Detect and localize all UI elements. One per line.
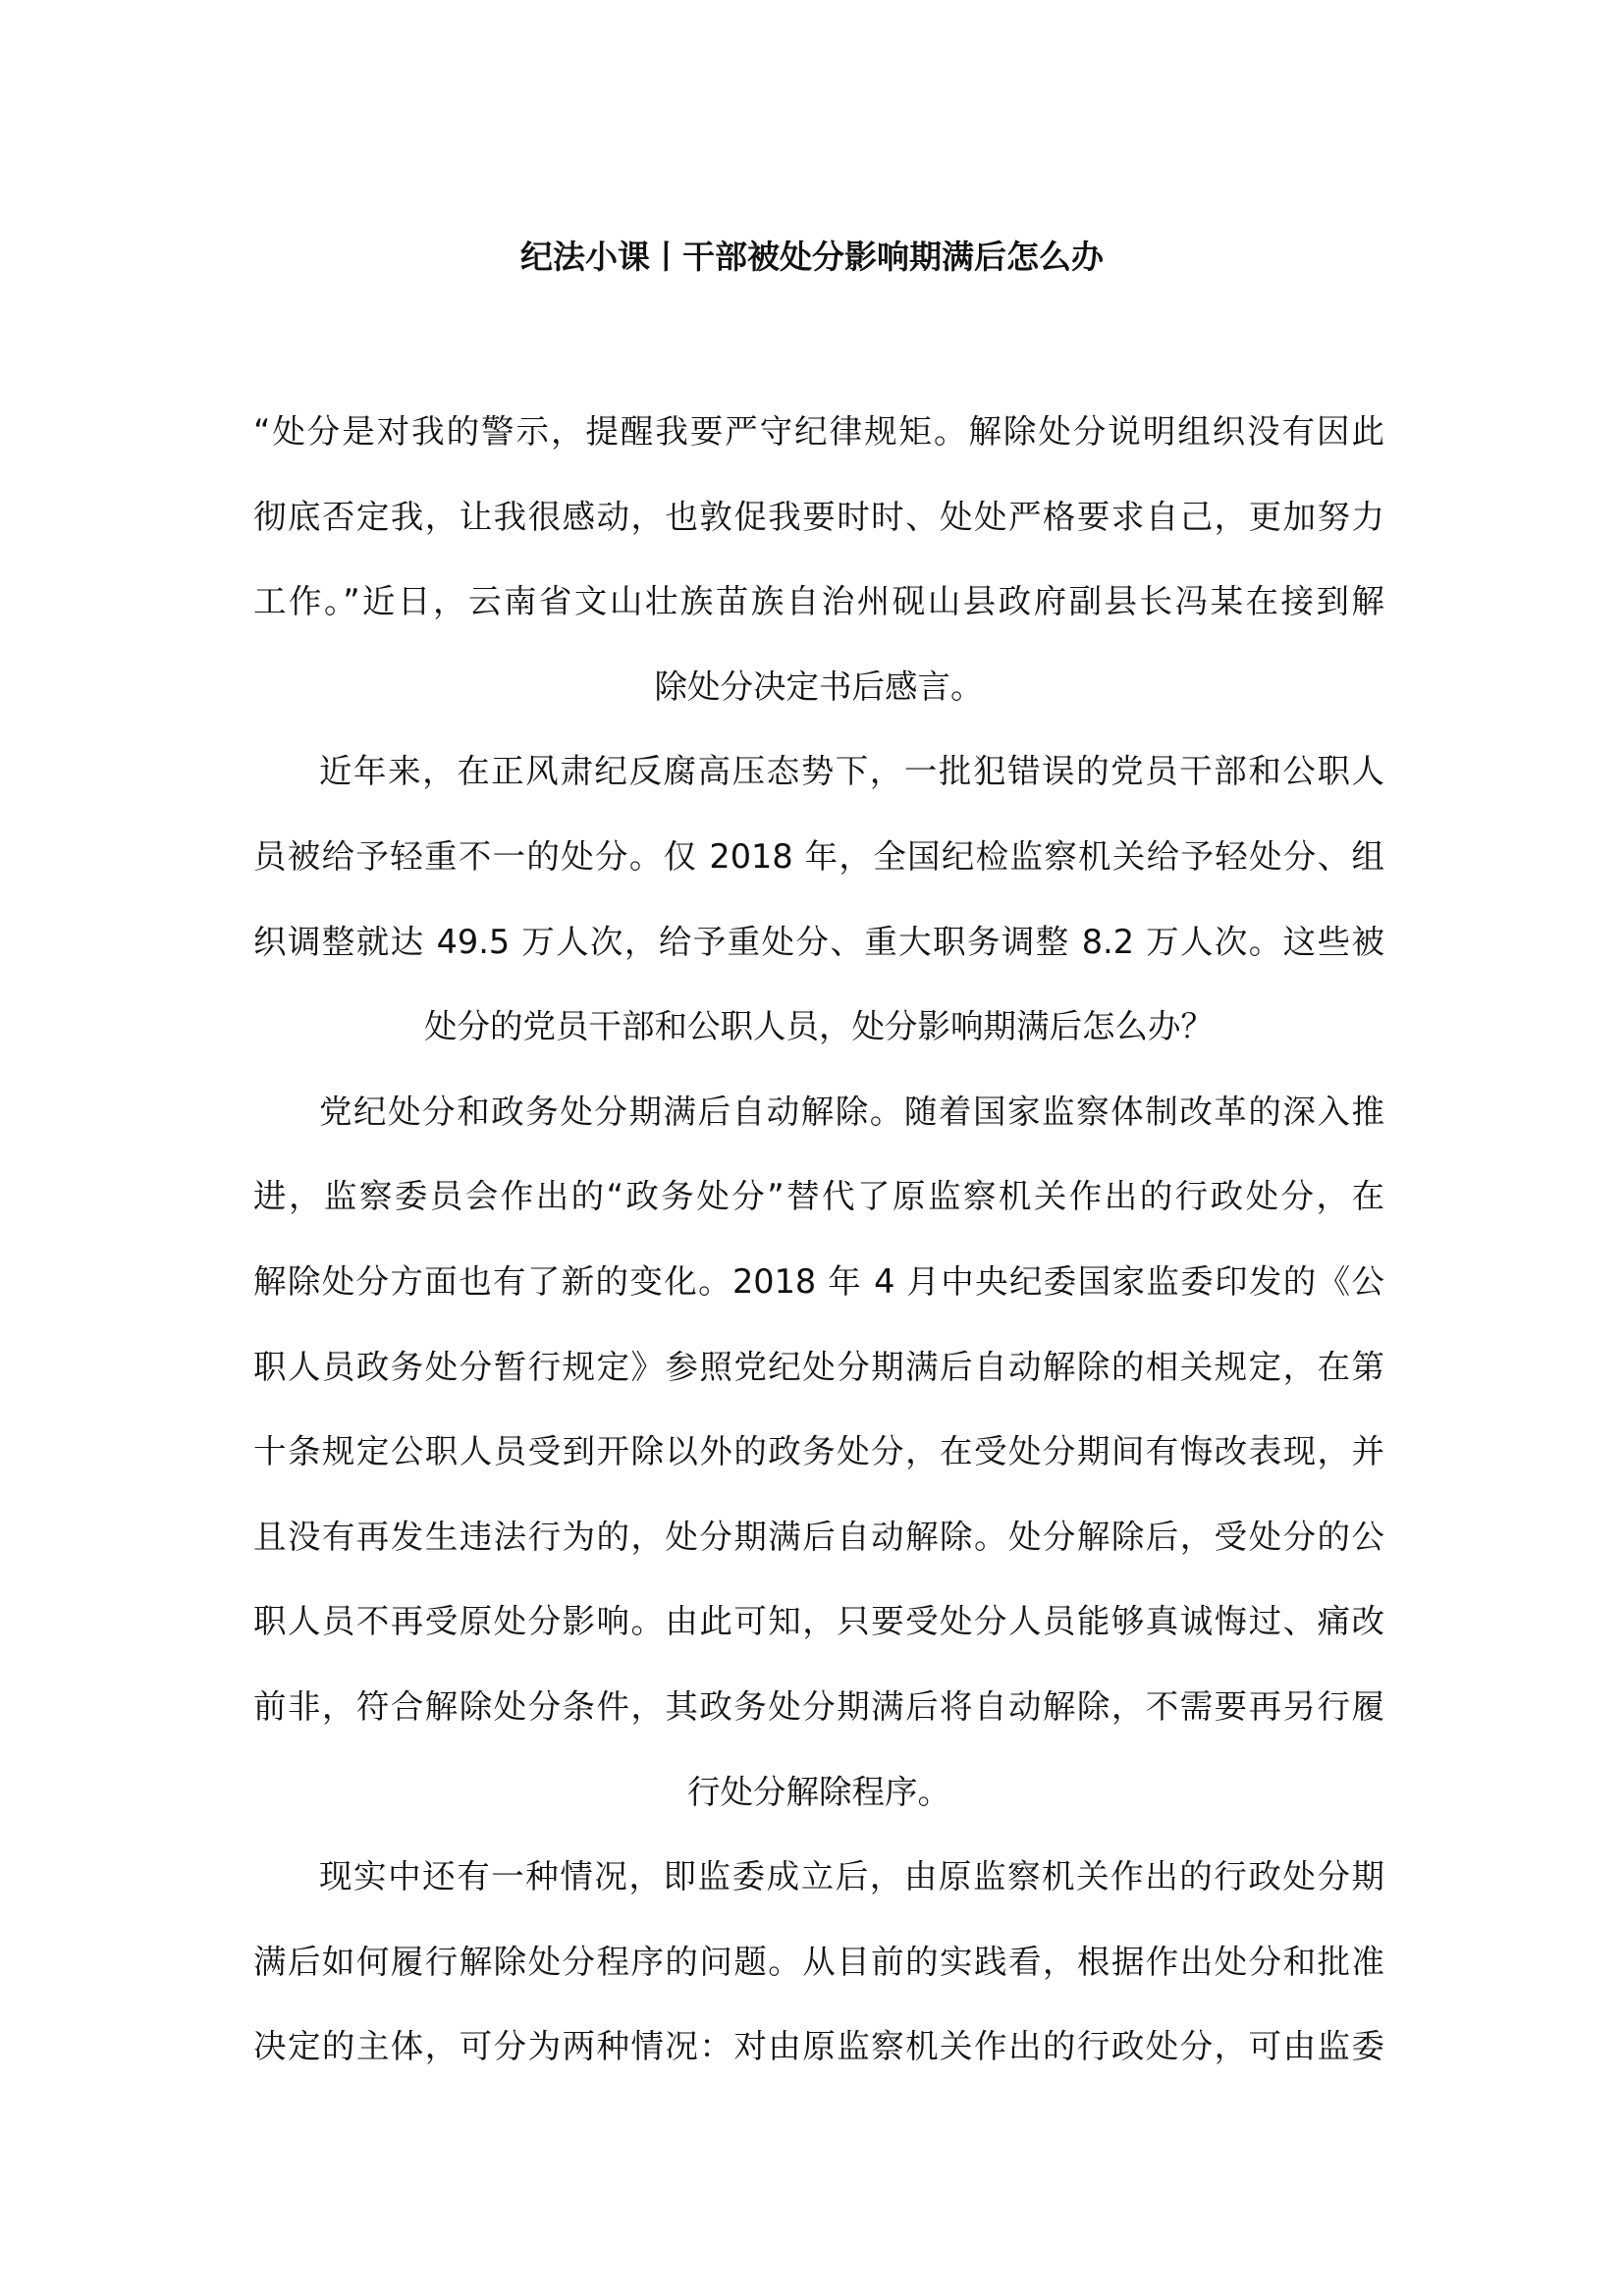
- paragraph-3-line: 进，监察委员会作出的“政务处分”替代了原监察机关作出的行政处分，在: [253, 1177, 1384, 1216]
- paragraph-2-line: 处分的党员干部和公职人员，处分影响期满后怎么办？: [424, 1007, 1214, 1046]
- paragraph-2-line: 近年来，在正风肃纪反腐高压态势下，一批犯错误的党员干部和公职人: [319, 752, 1384, 791]
- paragraph-4-line: 现实中还有一种情况，即监委成立后，由原监察机关作出的行政处分期: [319, 1857, 1384, 1896]
- paragraph-4-line: 满后如何履行解除处分程序的问题。从目前的实践看，根据作出处分和批准: [253, 1942, 1384, 1981]
- paragraph-3-line: 职人员政务处分暂行规定》参照党纪处分期满后自动解除的相关规定，在第: [253, 1347, 1384, 1386]
- paragraph-1-line: 除处分决定书后感言。: [654, 667, 984, 706]
- paragraph-3-line: 行处分解除程序。: [687, 1772, 950, 1811]
- paragraph-3-line: 解除处分方面也有了新的变化。2018 年 4 月中央纪委国家监委印发的《公: [253, 1262, 1384, 1301]
- paragraph-3-line: 且没有再发生违法行为的，处分期满后自动解除。处分解除后，受处分的公: [253, 1517, 1384, 1556]
- paragraph-1-line: 彻底否定我，让我很感动，也敦促我要时时、处处严格要求自己，更加努力: [253, 497, 1384, 536]
- paragraph-3-line: 前非，符合解除处分条件，其政务处分期满后将自动解除，不需要再另行履: [253, 1687, 1384, 1726]
- paragraph-1-line: “处分是对我的警示，提醒我要严守纪律规矩。解除处分说明组织没有因此: [253, 412, 1384, 451]
- document-title: 纪法小课丨干部被处分影响期满后怎么办: [520, 238, 1104, 276]
- paragraph-2-line: 员被给予轻重不一的处分。仅 2018 年，全国纪检监察机关给予轻处分、组: [253, 837, 1384, 876]
- paragraph-3-line: 党纪处分和政务处分期满后自动解除。随着国家监察体制改革的深入推: [319, 1092, 1384, 1131]
- paragraph-3-line: 十条规定公职人员受到开除以外的政务处分，在受处分期间有悔改表现，并: [253, 1432, 1384, 1471]
- paragraph-3-line: 职人员不再受原处分影响。由此可知，只要受处分人员能够真诚悔过、痛改: [253, 1602, 1384, 1641]
- paragraph-1-line: 工作。”近日，云南省文山壮族苗族自治州砚山县政府副县长冯某在接到解: [253, 582, 1384, 621]
- paragraph-4-line: 决定的主体，可分为两种情况：对由原监察机关作出的行政处分，可由监委: [253, 2027, 1384, 2066]
- paragraph-2-line: 织调整就达 49.5 万人次，给予重处分、重大职务调整 8.2 万人次。这些被: [253, 922, 1384, 961]
